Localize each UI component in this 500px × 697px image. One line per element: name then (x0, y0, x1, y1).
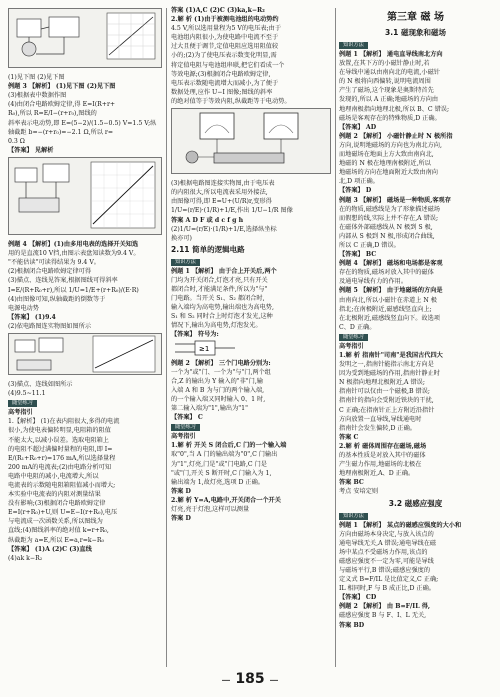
practice-line: (4)ak k−R₂ (8, 554, 43, 562)
col3c-line: 定义式 B=F/IL 是比值定义,C 正确; (339, 576, 439, 584)
col3a-line: 发现的,所以 A 正确;地磁场的方向由 (339, 96, 439, 104)
chapter-title: 第三章 磁 场 (387, 12, 444, 23)
col3b-line: 的基本性质是对放入其中的磁体 (339, 452, 426, 460)
gk-heading: 高考指引 (171, 433, 196, 441)
ex3-line: (4)由闭合电路欧姆定律,得 E=I(R+r+ (8, 101, 116, 109)
col3b-line: 指南针的指向会受附近铁块的干扰, (339, 397, 434, 405)
example-2-lines (171, 359, 331, 423)
practice-line: 【答案】 (1)A (2)C (3)直线 (8, 545, 92, 553)
practice-tag-3: 随堂练习 (339, 334, 368, 341)
ex4-line: 电源电动势 (8, 304, 39, 312)
col3-lines-a (339, 50, 492, 332)
gk-line: 2.解 析 Y=A,电路中,开关闭合一个开关 (171, 496, 281, 504)
col3b-line: 指南针可以仅由一个磁极,B 错误; (339, 388, 431, 396)
ex4-line: 【答案】 (1)9.4 (8, 313, 56, 321)
graph-figure (8, 157, 162, 235)
practice-line: 1.【解析】 (1)在表内阻很大,多得的电流 (8, 418, 120, 426)
col3a-line: 【答案】 BC (339, 251, 377, 259)
col3a-line: 产生了磁场,这个现象是奥斯特首先 (339, 87, 434, 95)
ex4-line: 例题 4 【解析】(1)由多用电表的选择开关知选 (8, 241, 139, 249)
knowledge-tag: 知识方法 (171, 259, 200, 266)
gk-line: 答案 D (171, 515, 191, 523)
col2top-line: 电池组内阻很小,为使电路中电流不至于 (171, 34, 279, 42)
practice-line: 没有影响;(3)根据闭合电路欧姆定律 (8, 500, 106, 508)
gate-line: 门均为开关闭合,灯泡才亮,只有开关 (171, 276, 268, 284)
col3a-line: 而地磁场在地面上方大致由南向北, (339, 151, 434, 159)
svg-text:≥1: ≥1 (199, 344, 210, 353)
ex4-line: (2)根据闭合电路欧姆定律可得 (8, 268, 92, 276)
col3a-line: 例题 5 【解析】 由于地磁场的方向是 (339, 287, 443, 295)
practice-line: 不能太大,以减小误差。选取电阻箱上 (8, 436, 109, 444)
column-right (339, 6, 492, 630)
col3a-line: 内部从 S 极到 N 极,形成闭合曲线, (339, 232, 435, 240)
col3a-line: 例题 4 【解析】 磁场和电场都是客观 (339, 260, 443, 268)
col3a-line: 指北;在南极附近,磁感线竖直向上; (339, 305, 432, 313)
col3a-line: 方向,说明地磁场的方向也为南北方向, (339, 141, 442, 149)
col3a-line: C、D 正确。 (339, 323, 376, 331)
ex2-line: 第二输入端为"1",输出为"1" (171, 405, 248, 413)
col2-mid-lines (171, 179, 331, 243)
col3b-line: 2.解 析 磁体周围存在磁场,磁场 (339, 442, 427, 450)
col3c-line: 【答案】 CD (339, 594, 377, 602)
col3b-line: 因为受到地磁场的作用,指南针静止时 (339, 370, 440, 378)
col3-lines-b (339, 351, 492, 497)
ex2-line: 合,Z 的输出为 Y 输入的"非"门,输 (171, 377, 263, 385)
col2top-line: 数据处理,应作 U−I 图像;图线的斜率 (171, 88, 273, 96)
col2top-line: 等效电源;(3)根据闭合电路欧姆定律, (171, 70, 271, 78)
col3c-line: 磁感应强度不一定为零,可能是导线 (339, 557, 434, 565)
practice-lines (8, 417, 163, 563)
section-3-1-title: 3.1 磁现象和磁场 (385, 28, 446, 37)
col3a-line: 在导线中通以由南向北的电流,小磁针 (339, 69, 440, 77)
column-left (8, 6, 163, 563)
col3a-line: 磁场是客观存在的特殊物质,D 正确。 (339, 114, 441, 122)
col2mid-line: 换亦可) (171, 234, 192, 242)
practice-line: 电流表的示数随电阻箱阻值减小而增大; (8, 482, 116, 489)
ex3-line: R₀),所以 R=E/I−(r+r₀),图线的 (8, 110, 97, 118)
gate-lines (171, 267, 331, 340)
ex2-line: 一个为"或"门、一个为"与"门,两个组 (171, 368, 271, 376)
col3a-line: 例题 3 【解析】 磁场是一种物质,客观存 (339, 196, 451, 204)
ex2-line: 入端 A 和 B 为与门的两个输入端, (171, 386, 265, 394)
practice-line: 200 mA的电流表;(2)由电路分析可知 (8, 463, 112, 471)
ex3-line: 例题 3 【解析】 (1)见下图 (2)见下图 (8, 83, 116, 91)
col3b-line: 地理南极附近,A、D 正确。 (339, 470, 415, 478)
col3a-line: 【答案】 D (339, 187, 372, 195)
practice-line: 很小,为使电表偏转明显,电阻箱的阻值 (8, 427, 111, 435)
practice-line: E=I(r+R₀)+U,则 U=E−I(r+R₀),电压 (8, 509, 118, 517)
gate-line: 情况下,输出为高电势,灯泡发光。 (171, 322, 262, 330)
logic-gate-symbol (171, 340, 251, 356)
practice-line: E/(R₁+R₀+r)=176 mA,所以选择量程 (8, 454, 116, 462)
ex3-line: (3)根据表中数据作图 (8, 92, 67, 100)
practice-tag-2: 随堂练习 (171, 424, 200, 431)
meters-figure (171, 108, 331, 174)
gate-line: 输入端均为高电势,输出端也为高电势, (171, 304, 274, 312)
col3b-line: 产生磁力作用,地磁场的北极在 (339, 461, 422, 469)
practice-heading: 高考指引 (8, 409, 33, 417)
col3c-line: IL 相同时,F 与 B 成正比,D 正确。 (339, 585, 435, 593)
col3c-line: 例题 1 【解析】 某点的磁感应强度的大小和 (339, 521, 462, 529)
answer-figure (8, 333, 162, 375)
col2top-line: 4.5 V,所以选用量程为5 V的电压表;由于 (171, 25, 282, 33)
col2top-line: 小的;(2)为了使电压表示数变化明显,需 (171, 52, 277, 60)
col3a-line: 的 N 极将向西偏转,说明电流周围 (339, 78, 431, 86)
col3b-line: N 极指向地理北极附近,A 错误; (339, 379, 425, 387)
col2mid-line: 由图像可得,即 E=U+(U/R)r,变形得 (171, 198, 272, 206)
col3c-line: 通电导线无关,A 错误;通电导线在磁 (339, 539, 437, 547)
figure-caption: (1)见下图 (2)见下图 (8, 74, 65, 82)
ex3-line: 轴截距 b=−(r+r₀)=−2.1 Ω,所以 r= (8, 128, 114, 136)
col3a-line: 在磁体外部磁感线从 N 极到 S 极, (339, 223, 433, 231)
ex2-line: 的一个输入端又同时输入 0、1 时, (171, 396, 266, 403)
gate-line: 【答案】 符号为: (171, 331, 219, 339)
col2top-line: 答案 (1)A,C (2)C (3)ka,k−R₂ (171, 7, 265, 14)
col3b-line: 答案 BC (339, 479, 364, 487)
col2top-line: 的绝对值等于等效内阻,纵截距等于电动势。 (171, 97, 291, 105)
ex4-line: "不能估读"可读得结果为 9.4 V。 (8, 259, 100, 267)
knowledge-tag-3b: 知识方法 (339, 513, 368, 520)
col2top-line: 过大且便于调节,定值电阻应选用阻值较 (171, 43, 279, 51)
ex4-line: 用的是直流10 V挡,由图示表盘知读数为9.4 V。 (8, 250, 140, 258)
col2mid-line: 的内阻很大,所以电流表采用外接法, (171, 189, 268, 197)
col2mid-line: 1/U=(r/E)·(1/R)+1/E,作出 1/U−1/R 图像 (171, 207, 293, 215)
col3c-line: 答案 BD (339, 621, 365, 629)
col3c-line: 场中某点不受磁场力作用,该点的 (339, 548, 428, 556)
col3b-line: 发明之一,指南针能指示南北方向是 (339, 361, 434, 369)
col3b-line: 指南针会发生偏转,D 正确。 (339, 424, 416, 432)
col3a-line: 北,D 项正确。 (339, 178, 379, 186)
col3c-line: 磁感应强度 B 与 F、I、L 无关, (339, 612, 427, 620)
ex3-line: 0.3 Ω (8, 137, 25, 145)
gate-line: S₁ 和 S₂ 同时合上时灯泡才发光,这种 (171, 313, 273, 321)
ex4tail-line: (3)描点、连线如图所示 (8, 381, 73, 389)
example-3-lines (8, 82, 163, 155)
example-4-lines (8, 240, 163, 331)
practice-line: 直线;(4)图线斜率的绝对值 k=r+R₀, (8, 527, 109, 535)
gk-line: 答案 D (171, 487, 191, 495)
col2mid-line: 答案 A D F 或 d c f g h (171, 216, 244, 224)
gk-line: "或"门,开关 S 断开时,C 门输入为 1, (171, 469, 272, 477)
ex4-line: I≈E/(R+R₀+r),所以 1/U=1/E+(r+R₀)/(E·R) (8, 286, 139, 294)
col3-lines-c (339, 521, 492, 630)
col2top-line: 电压表示数随电流增大而减小,为了便于 (171, 79, 279, 87)
col3a-line: 存在的物质,磁场对放入其中的磁体 (339, 269, 434, 277)
col3a-line: 及通电导线有力的作用。 (339, 278, 408, 286)
practice-line: 本实验中电流表的内阻对测量结果 (8, 491, 101, 499)
section-3-2-title: 3.2 磁感应强度 (388, 498, 443, 508)
gk-line: 取"0",当 A 门的输出端为"0",C 门输出 (171, 451, 278, 459)
gate-line: 都闭合时,才能满足条件,所以为"与" (171, 285, 268, 293)
col3a-line: 地理南极指向地理北极,所以 B、C 错误; (339, 105, 450, 113)
col3a-line: 放置,在其下方的小磁针静止时,若 (339, 60, 430, 68)
col3a-line: 地磁的 N 极在地理南极附近,所以 (339, 160, 431, 168)
col3a-line: 而假想的线,实际上并不存在,A 错误; (339, 214, 439, 222)
circuit-figure (8, 8, 162, 68)
practice-line: 与电流成一次函数关系,所以图线为 (8, 518, 103, 526)
gk-heading-3: 高考指引 (339, 342, 364, 350)
ex2-line: 例题 2 【解析】 三个门电路分别为: (171, 359, 271, 367)
col3a-line: 在的物质,磁感线是为了形象描述磁场 (339, 205, 440, 213)
col3b-line: 答案 C (339, 433, 359, 441)
col3b-line: C 正确;在指南针正上方附近沿指针 (339, 406, 435, 414)
gk-lines (171, 441, 331, 523)
practice-tag: 随堂练习 (8, 400, 37, 407)
col2top-line: 将定值电阻与电池组串联,把它们看成一个 (171, 61, 285, 69)
example-4-tail (8, 380, 163, 398)
col3c-line: 方向由磁场本身决定,与放入该点的 (339, 530, 434, 538)
col3a-line: 例题 1 【解析】 通电直导线南北方向 (339, 51, 443, 58)
practice-line: 电路中电阻的减小,电流增大,所以 (8, 472, 99, 480)
gk-line: 灯亮,亮于灯泡,这样可以测量 (171, 506, 250, 514)
gk-line: 1.解 析 开关 S 闭合后,C 门的一个输入端 (171, 442, 287, 450)
practice-line: 的电阻不超过满偏时量程的电阻,即 I= (8, 445, 113, 453)
knowledge-tag-3: 知识方法 (339, 42, 368, 49)
ex3-line: 【答案】 见解析 (8, 146, 54, 154)
gk-line: 输出端为 1,故灯亮,选项 D 正确。 (171, 478, 264, 486)
col2mid-line: (3)根据电路图连接实物图,由于电压表 (171, 180, 275, 188)
ex4-line: (4)由图像可知,纵轴截距的倒数等于 (8, 295, 106, 303)
page-number: 185 (235, 671, 265, 687)
col3b-line: 方向放置一直导线,导线通电时 (339, 415, 422, 423)
col2-top-lines (171, 6, 331, 106)
col3b-line: 1.解 析 指南针"司南"是我国古代四大 (339, 352, 443, 359)
col3a-line: 例题 2 【解析】 小磁针静止时 N 极所指 (339, 132, 453, 140)
col2top-line: 2.解 析 (1)由于被测电池组的电动势约 (171, 16, 279, 24)
gk-line: 为"1",灯亮,门是"或"门电路,C 门是 (171, 460, 267, 468)
col3a-line: 由南向北,所以小磁针在赤道上 N 极 (339, 296, 437, 304)
ex3-line: 斜率表示电动势,即 E=(5−2)/(1.5−0.5) V=1.5 V;纵 (8, 119, 157, 127)
gate-line: 门电路。当开关 S₁、S₂ 都闭合时, (171, 295, 265, 303)
col3c-line: 与磁场平行,B 错误;磁感应强度的 (339, 566, 431, 574)
col3b-line: 考点 安培定则 (339, 488, 379, 496)
col3a-line: 【答案】 AD (339, 123, 377, 131)
page-number-footer: — 185 — (221, 671, 279, 687)
column-middle (171, 6, 331, 523)
col3a-line: 在北极附近,磁感线竖直向下。故选项 (339, 314, 440, 322)
ex4tail-line: (4)9.5~11.1 (8, 390, 46, 398)
section-2-11-title: 2.11 简单的逻辑电路 (171, 244, 245, 254)
col3a-line: 所以 C 正确,D 错误。 (339, 241, 400, 249)
col3a-line: 地磁场的方向在地面附近大致由南向 (339, 169, 438, 177)
practice-line: 纵截距为 a=E,所以 E=a,r=k−R₀ (8, 536, 104, 544)
col3c-line: 例题 2 【解析】 由 B=F/IL 得, (339, 603, 431, 611)
ex4-line: (2)依电路图连实物图如图所示 (8, 322, 92, 330)
ex4-line: (3)描点、连线见答案,根据图线可得斜率 (8, 277, 118, 285)
col2mid-line: (2)1/U=(r/E)·(1/R)+1/E,选择纵坐标 (171, 225, 277, 233)
gate-line: 例题 1 【解析】 由于合上开关后,两个 (171, 267, 277, 275)
ex2-line: 【答案】 C (171, 414, 203, 422)
